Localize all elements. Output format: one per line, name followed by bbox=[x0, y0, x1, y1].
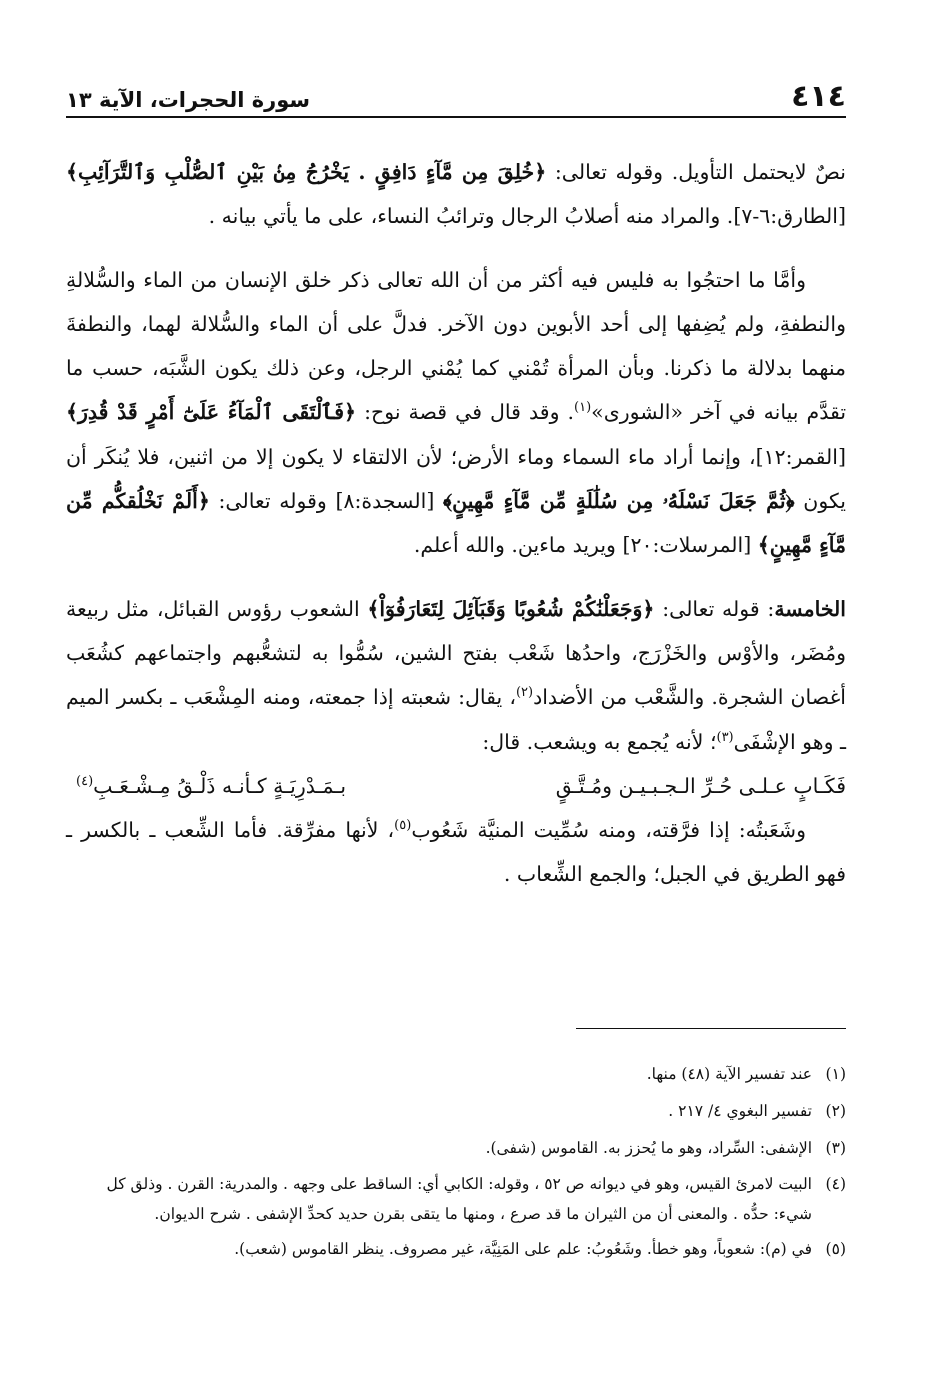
paragraph-1 bbox=[66, 150, 846, 239]
main-text bbox=[66, 150, 846, 897]
book-page bbox=[66, 0, 846, 1383]
text: الشعوب رؤوس القبائل، مثل ربيعة ومُضَر، والأوْس والخَزْرَج، واحدُها شَعْب بفتح الشين، سُمُّوا به لتشعُّبهم واجتماعهم كشُعَب أغصان الشجرة. والشَّعْب من الأضداد bbox=[66, 596, 846, 710]
poetry-verse bbox=[66, 764, 846, 808]
text: وأمَّا ما احتجُوا به فليس فيه أكثر من أن الله تعالى ذكر خلق الإنسان من الماء والسُّلالةِ والنطفةِ، ولم يُضِفها إلى أحد الأبوين دون الآخر. فدلَّ على أن الماء والسُّلالة لهما، والنطفةَ منهما بدلالة ما ذكرنا. وبأن المرأة تُمْني كما يُمْني الرجل، وعن ذلك يكون الشَّبَه، حسب ما تقدَّم بيانه في آخر «الشورى» bbox=[66, 267, 847, 425]
footnote-5 bbox=[66, 1233, 846, 1266]
text: [القمر:١٢]، وإنما أراد ماء السماء وماء الأرض؛ لأن الالتقاء لا يكون إلا من اثنين، فلا يُنكَر أن يكون bbox=[66, 444, 846, 514]
section-label: الخامسة bbox=[774, 596, 846, 621]
footnote-text: في (م): شعوباً، وهو خطأ. وشَعُوبُ: علم على المَنِيَّة، غير مصروف. ينظر القاموس (شعب). bbox=[234, 1240, 812, 1258]
footnote-ref-5[interactable]: (٥) bbox=[394, 818, 412, 834]
paragraph-2 bbox=[66, 258, 846, 568]
footnote-text: الإشفى: السِّراد، وهو ما يُحزز به. القاموس (شفى). bbox=[485, 1139, 812, 1157]
footnote-divider bbox=[576, 1028, 846, 1029]
header-divider bbox=[66, 116, 846, 118]
footnote-number: (٤) bbox=[825, 1175, 846, 1193]
text: [المرسلات:٢٠] ويريد ماءين. والله أعلم. bbox=[413, 533, 758, 558]
paragraph-3 bbox=[66, 587, 846, 764]
footnote-2 bbox=[66, 1095, 846, 1128]
text: ؛ لأنه يُجمع به ويشعب. قال: bbox=[482, 729, 717, 754]
footnote-ref-1[interactable]: (١) bbox=[574, 400, 592, 416]
text: [الطارق:٦-٧]. والمراد منه أصلابُ الرجال وترائبُ النساء، على ما يأتي بيانه . bbox=[208, 204, 846, 229]
surah-title: سورة الحجرات، الآية ١٣ bbox=[66, 88, 311, 112]
text: ، يقال: شعبته إذا جمعته، ومنه المِشْعَب ـ بكسر الميم ـ وهو الإشْفَى bbox=[66, 685, 846, 754]
footnote-1 bbox=[66, 1058, 846, 1091]
footnote-3 bbox=[66, 1132, 846, 1165]
footnote-text: تفسير البغوي ٤/ ٢١٧ . bbox=[668, 1102, 812, 1120]
text: . وقد قال في قصة نوح: bbox=[356, 400, 575, 425]
footnote-number: (٢) bbox=[825, 1102, 846, 1120]
footnote-number: (٣) bbox=[825, 1139, 846, 1157]
quran-verse: ﴿أَلَمْ نَخْلُقكُّم مِّن مَّآءٍ مَّهِينٍ﴾ bbox=[66, 489, 846, 558]
text: وشَعَبتُه: إذا فرَّقته، ومنه سُمِّيت المنيَّة شَعُوب bbox=[411, 818, 806, 843]
footnote-ref-4[interactable]: (٤) bbox=[76, 774, 94, 790]
text: بـمَـدْرِيَـةٍ كـأنـه ذَلْـقُ مِـشْـعَـبِ bbox=[93, 773, 347, 798]
text: نصٌ لايحتمل التأويل. وقوله تعالى: bbox=[546, 160, 846, 184]
footnote-ref-2[interactable]: (٢) bbox=[515, 685, 534, 701]
page-number: ٤١٤ bbox=[791, 79, 846, 114]
page-header bbox=[66, 72, 846, 112]
verse-hemistich-second bbox=[76, 764, 346, 808]
verse-hemistich-first: فَكَـابٍ عـلـى حُـرِّ الـجـبـيـن ومُـتَّـقٍ bbox=[555, 773, 846, 798]
footnote-number: (٥) bbox=[825, 1240, 846, 1258]
footnote-ref-3[interactable]: (٣) bbox=[716, 729, 734, 745]
text: : قوله تعالى: bbox=[654, 596, 775, 621]
quran-verse: ﴿خُلِقَ مِن مَّآءٍ دَافِقٍ . يَخْرُجُ مِنۢ بَيْنِ ٱلصُّلْبِ وَٱلتَّرَآئِبِ﴾ bbox=[66, 160, 547, 184]
footnote-text: البيت لامرئ القيس، وهو في ديوانه ص ٥٢ ، وقوله: الكابي أي: الساقط على وجهه . والمدرية: القرن . وذلق كل شيء: حدُّه . والمعنى أن من الثيران ما قد صرع ، ومنها ما يتقى بقرن حديد كحدِّ الإشفى . شرح الديوان. bbox=[106, 1175, 812, 1223]
quran-verse: ﴿ثُمَّ جَعَلَ نَسْلَهُۥ مِن سُلَٰلَةٍ مِّن مَّآءٍ مَّهِينٍ﴾ bbox=[443, 489, 795, 514]
text: [السجدة:٨] وقوله تعالى: bbox=[209, 489, 444, 514]
text: ، لأنها مفرِّقة. فأما الشِّعب ـ بالكسر ـ فهو الطريق في الجبل؛ والجمع الشِّعاب . bbox=[66, 818, 846, 887]
footnote-4 bbox=[66, 1169, 846, 1229]
footnote-number: (١) bbox=[825, 1065, 846, 1083]
paragraph-4 bbox=[66, 808, 846, 897]
footnote-text: عند تفسير الآية (٤٨) منها. bbox=[646, 1065, 812, 1083]
footnotes bbox=[66, 1058, 846, 1270]
quran-verse: ﴿فَٱلْتَقَى ٱلْمَآءُ عَلَىٰٓ أَمْرٍ قَدْ قُدِرَ﴾ bbox=[66, 400, 357, 425]
quran-verse: ﴿وَجَعَلْنَٰكُمْ شُعُوبًا وَقَبَآئِلَ لِتَعَارَفُوٓاْ﴾ bbox=[367, 596, 655, 621]
